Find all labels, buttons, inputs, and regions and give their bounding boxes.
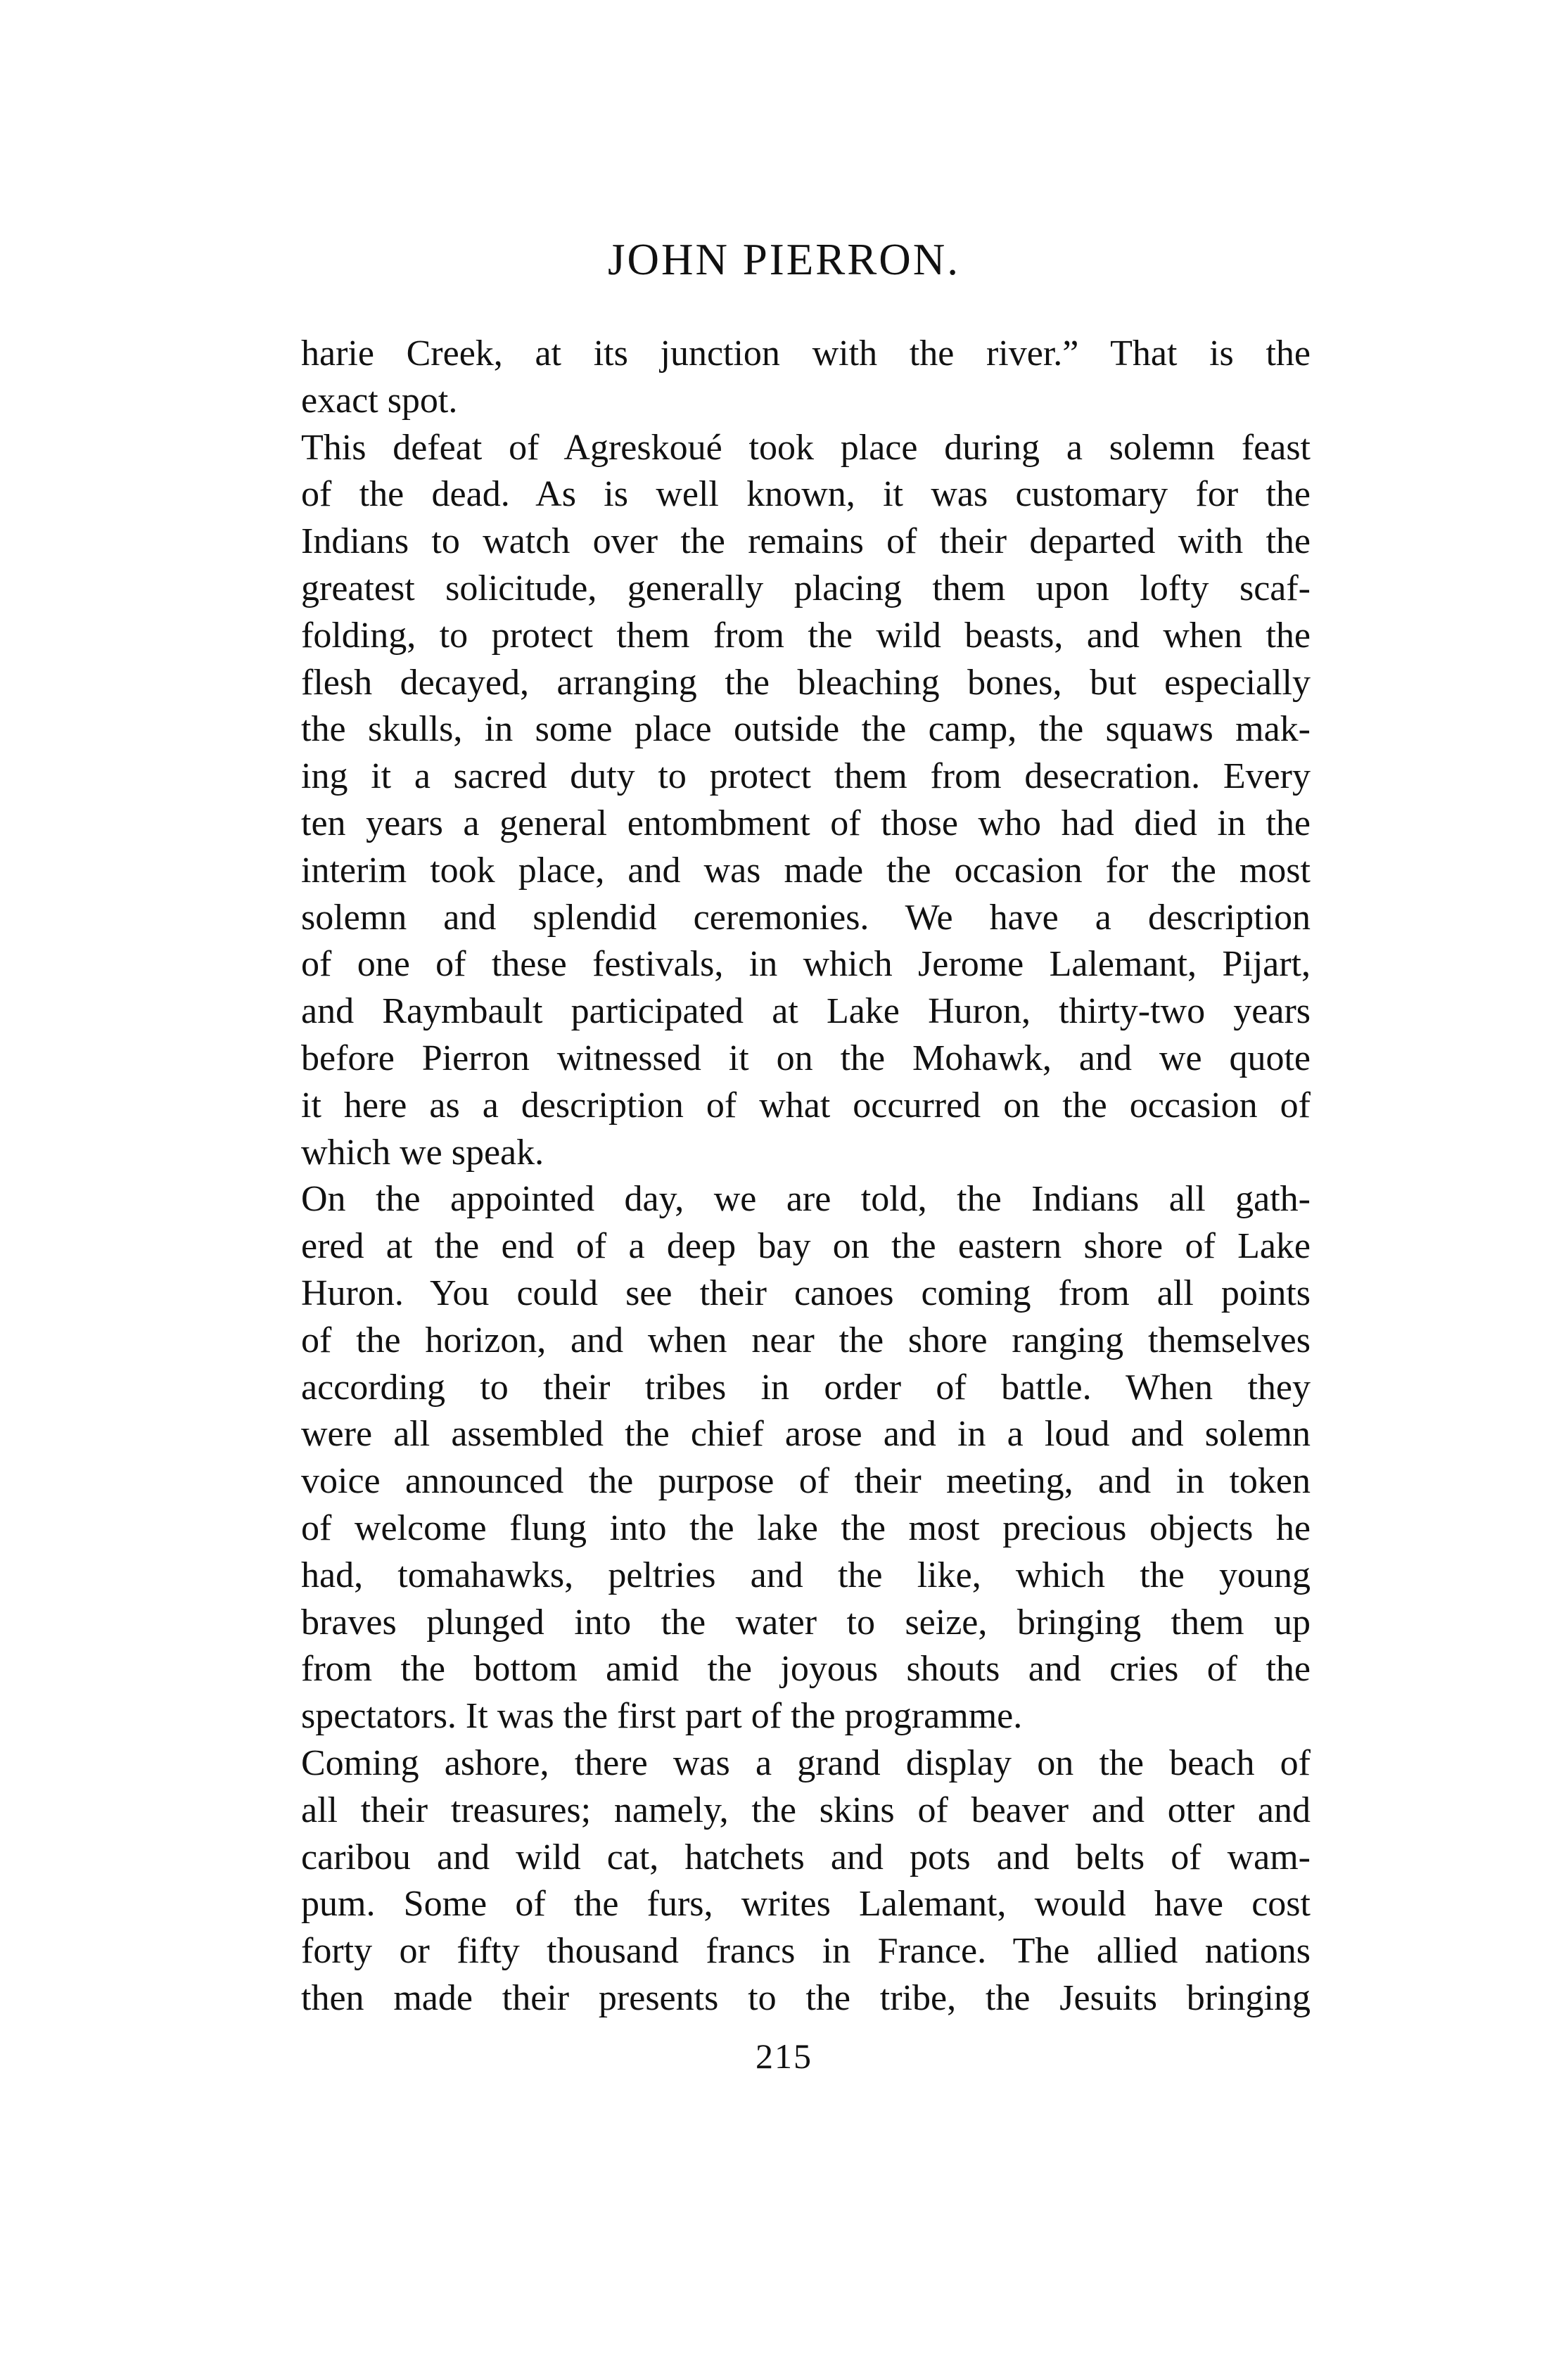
text-line: ing it a sacred duty to protect them from desecration. Every — [301, 756, 1311, 797]
text-line: folding, to protect them from the wild beasts, and when the — [301, 615, 1311, 656]
text-line: of one of these festivals, in which Jerome Lalemant, Pijart, — [301, 944, 1311, 985]
text-line: caribou and wild cat, hatchets and pots and belts of wam- — [301, 1837, 1311, 1877]
text-line: the skulls, in some place outside the camp, the squaws mak- — [301, 709, 1311, 750]
text-line: Coming ashore, there was a grand display on the beach of — [301, 1742, 1311, 1783]
text-line: solemn and splendid ceremonies. We have a description — [301, 897, 1311, 938]
text-line: voice announced the purpose of their meeting, and in token — [301, 1461, 1311, 1502]
text-line: interim took place, and was made the occasion for the most — [301, 850, 1311, 891]
text-line: it here as a description of what occurred on the occasion of — [301, 1085, 1311, 1126]
page-number: 215 — [756, 2036, 812, 2076]
text-line: Indians to watch over the remains of their departed with the — [301, 521, 1311, 562]
body-text — [301, 331, 1311, 2022]
text-line: harie Creek, at its junction with the river.” That is the — [301, 333, 1311, 374]
text-line: pum. Some of the furs, writes Lalemant, would have cost — [301, 1884, 1311, 1925]
text-line: before Pierron witnessed it on the Mohawk, and we quote — [301, 1038, 1311, 1078]
text-line: then made their presents to the tribe, the Jesuits bringing — [301, 1977, 1311, 2018]
text-line: all their treasures; namely, the skins of beaver and otter and — [301, 1790, 1311, 1830]
text-line: of the dead. As is well known, it was customary for the — [301, 474, 1311, 515]
text-line: braves plunged into the water to seize, bringing them up — [301, 1602, 1311, 1643]
text-line: This defeat of Agreskoué took place during a solemn feast — [301, 427, 1311, 468]
text-line: spectators. It was the first part of the programme. — [301, 1696, 1023, 1737]
text-line: greatest solicitude, generally placing them upon lofty scaf- — [301, 568, 1311, 608]
running-head: JOHN PIERRON. — [607, 235, 961, 284]
text-line: flesh decayed, arranging the bleaching bones, but especially — [301, 662, 1311, 703]
text-line: had, tomahawks, peltries and the like, which the young — [301, 1555, 1311, 1595]
text-line: which we speak. — [301, 1132, 544, 1173]
text-line: ered at the end of a deep bay on the eastern shore of Lake — [301, 1226, 1311, 1267]
text-line: forty or fifty thousand francs in France. The allied nations — [301, 1931, 1311, 1972]
text-line: of welcome flung into the lake the most precious objects he — [301, 1507, 1311, 1548]
text-line: of the horizon, and when near the shore ranging themselves — [301, 1320, 1311, 1360]
text-line: according to their tribes in order of battle. When they — [301, 1367, 1311, 1408]
text-line: were all assembled the chief arose and in a loud and solemn — [301, 1414, 1311, 1455]
text-line: On the appointed day, we are told, the Indians all gath- — [301, 1179, 1311, 1220]
text-line: and Raymbault participated at Lake Huron, thirty-two years — [301, 991, 1311, 1032]
text-line: ten years a general entombment of those who had died in the — [301, 803, 1311, 843]
text-line: exact spot. — [301, 380, 458, 421]
text-line: Huron. You could see their canoes coming from all points — [301, 1273, 1311, 1313]
text-line: from the bottom amid the joyous shouts and cries of the — [301, 1649, 1311, 1690]
